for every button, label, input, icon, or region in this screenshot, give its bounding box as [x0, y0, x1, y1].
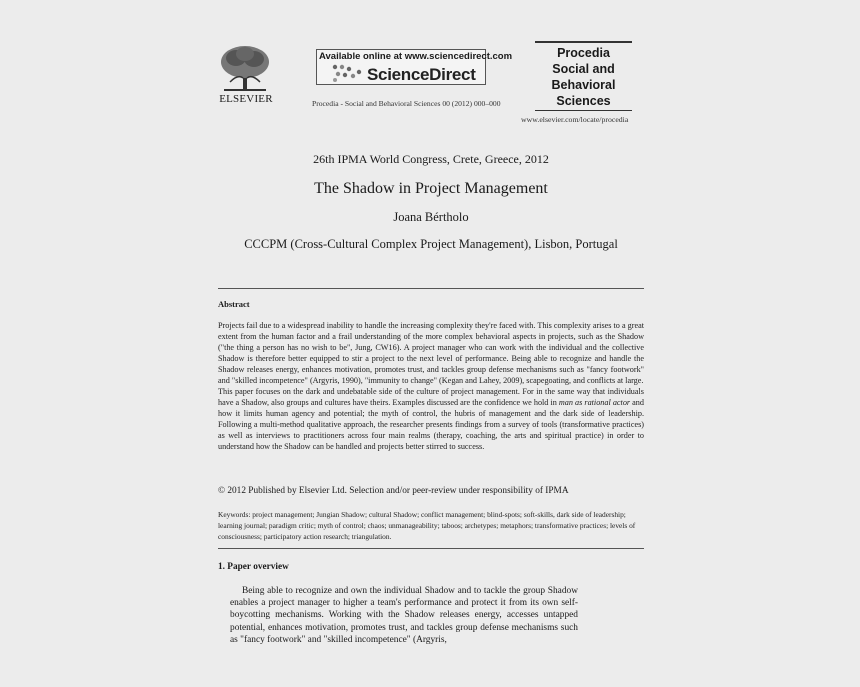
- abstract-p2-start: This paper focuses on the dark and undebatable side of the culture of project management. For in the same way that individuals have a Shadow, also groups and cultures have theirs. Examples discussed are the confidence we hold in: [218, 387, 644, 407]
- sciencedirect-dots-icon: [331, 63, 363, 88]
- abstract-paragraph-2: [218, 386, 644, 452]
- sciencedirect-banner: [316, 49, 513, 85]
- sciencedirect-wordmark: ScienceDirect: [367, 65, 476, 84]
- abstract-top-rule: [218, 288, 644, 289]
- section-heading: 1. Paper overview: [218, 562, 289, 572]
- publisher-name: ELSEVIER: [219, 93, 273, 105]
- congress-line: 26th IPMA World Congress, Crete, Greece, 2012: [313, 152, 549, 166]
- author-name: Joana Bértholo: [393, 210, 469, 224]
- section-paragraph: Being able to recognize and own the individual Shadow and to tackle the group Shadow enables a project manager to higher a team's performance and protect it from its own self-boycotting mechanisms. Working with the Shadow releases energy, accesses untapped potential, enhances motivation, promotes trust, and tackles group defense mechanisms such as "fancy footwork" and "skilled incompetence" (Argyris,: [230, 586, 578, 645]
- abstract-body: [218, 320, 644, 452]
- procedia-line: Procedia: [557, 46, 610, 60]
- copyright-line: © 2012 Published by Elsevier Ltd. Selection and/or peer-review under responsibility of IPMA: [218, 486, 569, 496]
- author-affiliation: CCCPM (Cross-Cultural Complex Project Management), Lisbon, Portugal: [244, 237, 618, 251]
- procedia-journal-box: [535, 41, 632, 111]
- abstract-p2-end: and how it limits human agency and potential; the myth of control, the hubris of management and the dark side of leadership. Following a multi-method qualitative approach, the researcher presents findings from a survey of tools (transformative practices) as well as interviews to practitioners across four main realms (therapy, coaching, the arts and spiritual practice) in order to understand how the Shadow can be handled and projects better stirred to success.: [218, 398, 644, 451]
- journal-reference: Procedia - Social and Behavioral Sciences 00 (2012) 000–000: [312, 99, 501, 108]
- procedia-line: Sciences: [556, 94, 611, 108]
- abstract-bottom-rule: [218, 548, 644, 549]
- sd-available-text: Available online at www.sciencedirect.com: [319, 51, 513, 62]
- abstract-paragraph-1: Projects fail due to a widespread inability to handle the increasing complexity they're faced with. This complexity arises to a great extent from the human factor and a frail understanding of the more complex behavioral aspects in projects, such as the Shadow ("the thing a person has no wish to be", Jung, CW16). A project manager who can work with the individual and the collective Shadow is therefore better equipped to stir a project to the next level of performance. Being able to recognize and handle the Shadow releases energy, enhances motivation, promotes trust, and tackles group defense mechanisms such as "fancy footwork" and "skilled incompetence" (Argyris, 1990), "immunity to change" (Kegan and Lahey, 2009), scapegoating, and conflicts at large.: [218, 321, 644, 385]
- paper-title: The Shadow in Project Management: [314, 180, 548, 197]
- abstract-heading: Abstract: [218, 299, 250, 309]
- section-body: [230, 585, 578, 646]
- keywords: Keywords: project management; Jungian Shadow; cultural Shadow; conflict management; blind-spots; soft-skills, dark side of leadership; learning journal; paradigm critic; myth of control; chaos; unmanageability; taboos; archetypes; metaphors; transformative practices; levels of consciousness; participatory action research; triangulation.: [218, 510, 636, 541]
- procedia-line: Behavioral: [551, 78, 616, 92]
- procedia-line: Social and: [552, 62, 615, 76]
- journal-url: www.elsevier.com/locate/procedia: [521, 115, 629, 124]
- abstract-p2-emphasis: man as rational actor: [558, 398, 631, 407]
